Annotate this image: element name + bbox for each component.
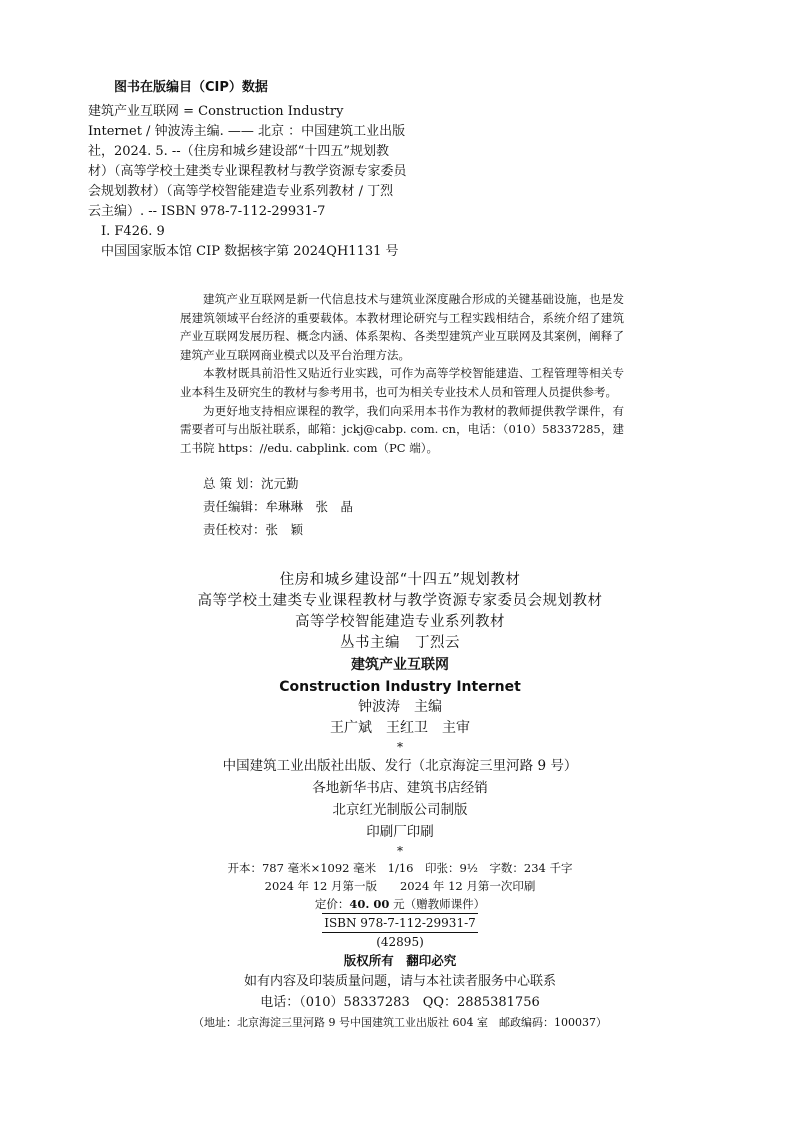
cip-line: 建筑产业互联网 = Construction Industry [88, 104, 344, 119]
credit-value: 张 颖 [265, 522, 304, 537]
quality-notice: 如有内容及印装质量问题，请与本社读者服务中心联系 [243, 974, 556, 989]
cip-line: 会规划教材）（高等学校智能建造专业系列教材 / 丁烈 [88, 184, 394, 199]
cip-heading: 图书在版编目（CIP）数据 [114, 80, 268, 95]
isbn-line [0, 913, 800, 933]
credit-value: 牟琳琳 张 晶 [265, 499, 354, 514]
publisher-line: 中国建筑工业出版社出版、发行（北京海淀三里河路 9 号） [222, 758, 578, 774]
format-line: 开本：787 毫米×1092 毫米 1/16 印张：9½ 字数：234 千字 [227, 861, 573, 875]
isbn-number: ISBN 978-7-112-29931-7 [322, 913, 478, 933]
cip-line: Internet / 钟波涛主编. —— 北京 ：中国建筑工业出版 [88, 124, 406, 139]
series-editor: 丛书主编 丁烈云 [340, 635, 460, 651]
contact-phone: 电话：（010）58337283 QQ：2885381756 [260, 995, 540, 1010]
abstract-paragraph: 为更好地支持相应课程的教学，我们向采用本书作为教材的教师提供教学课件，有需要者可与出版社联系，邮箱：jckj@cabp. com. cn，电话：（010）58337285，建工书院 https：//edu. cabplink. com（PC 端）。 [180, 403, 624, 455]
product-code: (42895) [376, 935, 424, 949]
publisher-address: （地址：北京海淀三里河路 9 号中国建筑工业出版社 604 室 邮政编码：100037） [193, 1016, 607, 1029]
series-name: 住房和城乡建设部“十四五”规划教材 [279, 572, 521, 588]
price-label: 定价： [314, 897, 350, 911]
price-line [0, 895, 800, 913]
book-title-en: Construction Industry Internet [279, 679, 521, 695]
cip-classification: Ⅰ. F426. 9 [101, 224, 165, 239]
credit-value: 沈元勤 [260, 476, 299, 491]
edition-line: 2024 年 12 月第一版 2024 年 12 月第一次印刷 [264, 879, 536, 893]
abstract-paragraph: 建筑产业互联网是新一代信息技术与建筑业深度融合形成的关键基础设施，也是发展建筑领域平台经济的重要载体。本教材理论研究与工程实践相结合，系统介绍了建筑产业互联网发展历程、概念内涵、体系架构、各类型建筑产业互联网及其案例，阐释了建筑产业互联网商业模式以及平台治理方法。 [180, 292, 624, 362]
credit-label: 责任校对： [203, 522, 266, 537]
price-value: 40. 00 [349, 897, 390, 911]
distributor-line: 各地新华书店、建筑书店经销 [312, 780, 488, 796]
cip-record-number: 中国国家版本馆 CIP 数据核字第 2024QH1131 号 [101, 244, 399, 259]
cip-record [88, 102, 468, 262]
colophon [0, 570, 800, 1032]
copyright-notice: 版权所有 翻印必究 [343, 953, 457, 968]
separator-star: * [397, 740, 403, 754]
printer-line: 印刷厂印刷 [366, 824, 434, 840]
credit-label: 责任编辑： [203, 499, 266, 514]
book-title-cn: 建筑产业互联网 [351, 657, 449, 673]
product-code-line [0, 933, 800, 951]
book-abstract [180, 290, 624, 457]
cip-data-block [88, 78, 468, 262]
abstract-paragraph: 本教材既具前沿性又贴近行业实践，可作为高等学校智能建造、工程管理等相关专业本科生及研究生的教材与参考用书，也可为相关专业技术人员和管理人员提供参考。 [180, 366, 624, 399]
cip-line: 社，2024. 5. --（住房和城乡建设部“十四五”规划教 [88, 144, 389, 159]
credit-row [203, 472, 353, 495]
series-name: 高等学校土建类专业课程教材与教学资源专家委员会规划教材 [197, 593, 603, 609]
series-name: 高等学校智能建造专业系列教材 [295, 614, 505, 630]
cip-line: 云主编）. -- ISBN 978-7-112-29931-7 [88, 204, 326, 219]
separator-star: * [397, 844, 403, 858]
credit-label: 总 策 划： [203, 476, 261, 491]
credit-row [203, 495, 353, 518]
credit-row [203, 518, 353, 541]
cip-line: 材）（高等学校土建类专业课程教材与教学资源专家委员 [88, 164, 407, 179]
editorial-credits [203, 472, 353, 541]
price-suffix: 元（赠教师课件） [389, 897, 486, 911]
chief-editor: 钟波涛 主编 [358, 699, 442, 715]
platemaker-line: 北京红光制版公司制版 [332, 802, 468, 818]
reviewers: 王广斌 王红卫 主审 [330, 720, 470, 736]
